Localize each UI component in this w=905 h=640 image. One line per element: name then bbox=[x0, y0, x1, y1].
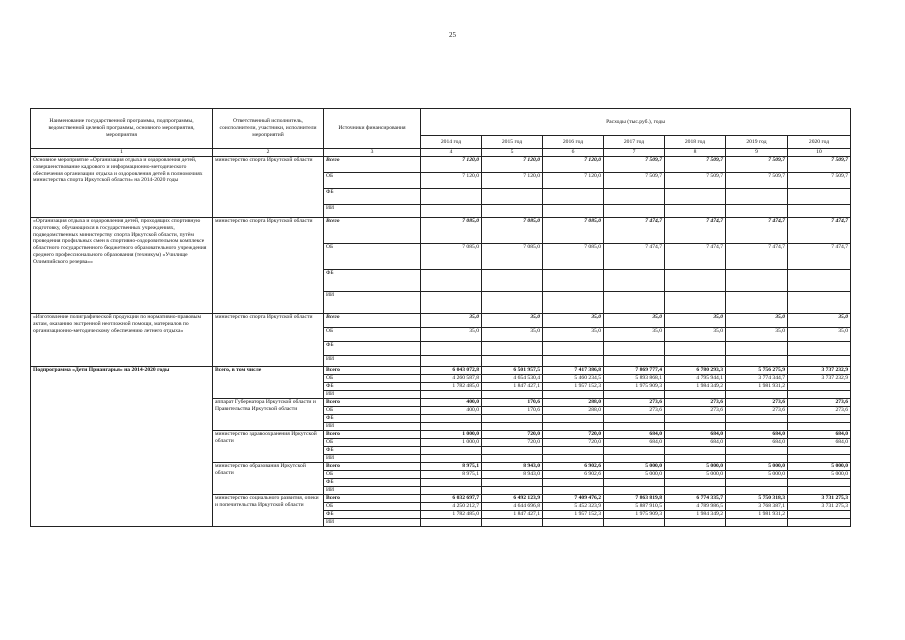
funding-source: ФБ bbox=[324, 414, 421, 422]
expense-value: 273,6 bbox=[604, 398, 665, 406]
expense-value bbox=[604, 189, 665, 205]
expense-value: 8 975,1 bbox=[421, 470, 482, 478]
expense-value: 7 474,7 bbox=[788, 218, 851, 244]
expense-value: 5 000,0 bbox=[604, 462, 665, 470]
funding-source: Всего bbox=[324, 367, 421, 375]
expense-value: 7 509,7 bbox=[604, 173, 665, 189]
expense-value: 170,6 bbox=[482, 398, 543, 406]
header-year: 2015 год bbox=[482, 136, 543, 149]
executor-name: Всего, в том числе bbox=[213, 367, 324, 399]
funding-source: ОБ bbox=[324, 328, 421, 342]
expense-value bbox=[788, 356, 851, 367]
expense-value: 6 780 293,3 bbox=[665, 367, 726, 375]
expense-value bbox=[543, 518, 604, 526]
expense-value: 7 120,0 bbox=[482, 173, 543, 189]
expense-value bbox=[543, 356, 604, 367]
funding-source: Всего bbox=[324, 157, 421, 173]
expense-value: 7 509,7 bbox=[665, 173, 726, 189]
expense-value: 4 644 696,8 bbox=[482, 502, 543, 510]
expense-value: 35,0 bbox=[482, 328, 543, 342]
expense-value bbox=[726, 270, 788, 292]
expense-value: 170,6 bbox=[482, 406, 543, 414]
table-row bbox=[31, 218, 851, 244]
expense-value bbox=[421, 422, 482, 430]
funding-source: ОБ bbox=[324, 502, 421, 510]
expense-value: 8 943,0 bbox=[482, 462, 543, 470]
funding-source: ИИ bbox=[324, 356, 421, 367]
expense-value bbox=[726, 342, 788, 356]
expense-value bbox=[665, 356, 726, 367]
expense-value bbox=[726, 446, 788, 454]
expense-value: 35,0 bbox=[604, 328, 665, 342]
expense-value: 7 120,0 bbox=[421, 173, 482, 189]
expense-value: 1 847 427,1 bbox=[482, 510, 543, 518]
expense-value bbox=[604, 270, 665, 292]
funding-source: ОБ bbox=[324, 173, 421, 189]
funding-source: ФБ bbox=[324, 342, 421, 356]
executor-name: министерство образования Иркутской области bbox=[213, 462, 324, 494]
expense-value bbox=[665, 292, 726, 314]
expense-value: 273,6 bbox=[604, 406, 665, 414]
expense-value: 7 085,0 bbox=[482, 244, 543, 270]
expense-value: 35,0 bbox=[604, 314, 665, 328]
expense-value bbox=[604, 205, 665, 218]
header-year: 2017 год bbox=[604, 136, 665, 149]
expense-value bbox=[726, 454, 788, 462]
expense-value bbox=[482, 356, 543, 367]
executor-name: министерство здравоохранения Иркутской области bbox=[213, 430, 324, 462]
executor-name: министерство спорта Иркутской области bbox=[213, 314, 324, 367]
expense-value bbox=[482, 454, 543, 462]
expense-value: 5 750 318,3 bbox=[726, 494, 788, 502]
expense-value: 3 737 232,9 bbox=[788, 367, 851, 375]
expense-value: 5 756 275,9 bbox=[726, 367, 788, 375]
expense-value: 7 417 386,8 bbox=[543, 367, 604, 375]
expense-value: 1 782 485,0 bbox=[421, 383, 482, 391]
expense-value bbox=[726, 478, 788, 486]
expense-value: 7 085,0 bbox=[543, 244, 604, 270]
expense-value bbox=[604, 518, 665, 526]
expense-value bbox=[726, 391, 788, 399]
expense-value: 7 085,0 bbox=[421, 244, 482, 270]
header-source: Источники финансирования bbox=[324, 109, 421, 149]
expense-value: 7 120,0 bbox=[543, 157, 604, 173]
expense-value: 5 000,0 bbox=[665, 462, 726, 470]
expense-value bbox=[665, 342, 726, 356]
expense-value: 6 774 335,7 bbox=[665, 494, 726, 502]
column-number: 7 bbox=[604, 149, 665, 157]
expense-value: 7 509,7 bbox=[726, 173, 788, 189]
expense-value bbox=[482, 270, 543, 292]
expense-value: 1 981 931,2 bbox=[726, 510, 788, 518]
expense-value bbox=[788, 205, 851, 218]
expense-value: 7 474,7 bbox=[788, 244, 851, 270]
expense-value: 7 474,7 bbox=[726, 244, 788, 270]
expense-value: 6 492 123,9 bbox=[482, 494, 543, 502]
expense-value: 5 000,0 bbox=[665, 470, 726, 478]
expense-value bbox=[421, 391, 482, 399]
expense-value bbox=[604, 414, 665, 422]
expense-value bbox=[604, 391, 665, 399]
funding-source: Всего bbox=[324, 218, 421, 244]
expense-value bbox=[788, 446, 851, 454]
column-number: 2 bbox=[213, 149, 324, 157]
expense-value: 273,6 bbox=[788, 406, 851, 414]
expense-value: 3 731 275,3 bbox=[788, 494, 851, 502]
expense-value: 684,0 bbox=[788, 438, 851, 446]
expense-value: 7 509,7 bbox=[788, 157, 851, 173]
expense-value bbox=[788, 478, 851, 486]
expense-value bbox=[543, 486, 604, 494]
expense-value: 35,0 bbox=[665, 328, 726, 342]
expense-value bbox=[788, 189, 851, 205]
expense-value: 3 737 232,9 bbox=[788, 375, 851, 383]
table-row bbox=[31, 367, 851, 375]
expense-value bbox=[604, 292, 665, 314]
expense-value bbox=[482, 205, 543, 218]
expense-value: 6 902,6 bbox=[543, 462, 604, 470]
expense-value: 1 975 909,3 bbox=[604, 383, 665, 391]
page-number: 25 bbox=[449, 31, 456, 39]
header-year: 2018 год bbox=[665, 136, 726, 149]
expense-value: 1 000,0 bbox=[421, 438, 482, 446]
expense-value bbox=[421, 205, 482, 218]
expense-value bbox=[421, 454, 482, 462]
expense-value: 7 409 476,2 bbox=[543, 494, 604, 502]
header-executor: Ответственный исполнитель, соисполнители, участники, исполнители мероприятий bbox=[213, 109, 324, 149]
table-row bbox=[31, 314, 851, 328]
executor-name: министерство спорта Иркутской области bbox=[213, 218, 324, 314]
expense-value bbox=[543, 446, 604, 454]
expense-value bbox=[788, 414, 851, 422]
expense-value: 684,0 bbox=[726, 430, 788, 438]
expense-value bbox=[665, 422, 726, 430]
expense-value: 35,0 bbox=[543, 314, 604, 328]
expense-value bbox=[665, 478, 726, 486]
funding-source: ИИ bbox=[324, 205, 421, 218]
expense-value: 288,0 bbox=[543, 406, 604, 414]
expense-value: 7 120,0 bbox=[482, 157, 543, 173]
expense-value bbox=[726, 205, 788, 218]
expense-value: 3 768 387,1 bbox=[726, 502, 788, 510]
expense-value bbox=[543, 478, 604, 486]
funding-source: ФБ bbox=[324, 478, 421, 486]
expense-value: 1 975 909,3 bbox=[604, 510, 665, 518]
header-year: 2016 год bbox=[543, 136, 604, 149]
expense-value bbox=[421, 486, 482, 494]
column-number: 10 bbox=[788, 149, 851, 157]
expense-value: 273,6 bbox=[788, 398, 851, 406]
expense-value: 7 863 819,8 bbox=[604, 494, 665, 502]
expense-value: 35,0 bbox=[421, 314, 482, 328]
funding-source: ФБ bbox=[324, 383, 421, 391]
expense-value bbox=[665, 454, 726, 462]
expense-value: 684,0 bbox=[665, 438, 726, 446]
expense-value: 35,0 bbox=[788, 314, 851, 328]
expense-value bbox=[665, 446, 726, 454]
executor-name: министерство социального развития, опеки и попечительства Иркутской области bbox=[213, 494, 324, 526]
expense-value: 4 250 212,7 bbox=[421, 502, 482, 510]
funding-source: Всего bbox=[324, 430, 421, 438]
expense-value bbox=[788, 270, 851, 292]
expense-value bbox=[788, 342, 851, 356]
expense-value bbox=[421, 446, 482, 454]
funding-source: ИИ bbox=[324, 486, 421, 494]
funding-source: Всего bbox=[324, 462, 421, 470]
expense-value bbox=[543, 454, 604, 462]
expense-value bbox=[421, 270, 482, 292]
expense-value: 1 984 349,2 bbox=[665, 383, 726, 391]
expense-value: 7 120,0 bbox=[543, 173, 604, 189]
expense-value bbox=[788, 383, 851, 391]
expense-value bbox=[726, 356, 788, 367]
expense-value: 5 000,0 bbox=[788, 470, 851, 478]
budget-table bbox=[30, 108, 851, 527]
expense-value: 5 000,0 bbox=[726, 470, 788, 478]
expense-value: 1 981 931,2 bbox=[726, 383, 788, 391]
expense-value bbox=[665, 486, 726, 494]
column-number: 9 bbox=[726, 149, 788, 157]
expense-value bbox=[482, 478, 543, 486]
column-number: 8 bbox=[665, 149, 726, 157]
expense-value bbox=[543, 270, 604, 292]
expense-value bbox=[421, 292, 482, 314]
expense-value bbox=[604, 454, 665, 462]
expense-value bbox=[604, 446, 665, 454]
funding-source: ФБ bbox=[324, 510, 421, 518]
header-year: 2020 год bbox=[788, 136, 851, 149]
expense-value: 720,0 bbox=[482, 438, 543, 446]
program-name: «Изготовление полиграфической продукции по нормативно-правовым актам, оказанию экстренной неотложной помощи, материалов по организационно-методическому обеспечению летнего отдыха» bbox=[31, 314, 213, 367]
expense-value: 6 043 072,8 bbox=[421, 367, 482, 375]
expense-value: 7 509,7 bbox=[665, 157, 726, 173]
expense-value bbox=[604, 486, 665, 494]
expense-value bbox=[604, 356, 665, 367]
expense-value: 6 902,6 bbox=[543, 470, 604, 478]
program-name: Подпрограмма «Дети Приангарья» на 2014-2020 годы bbox=[31, 367, 213, 527]
expense-value: 720,0 bbox=[543, 438, 604, 446]
expense-value: 5 000,0 bbox=[604, 470, 665, 478]
executor-name: министерство спорта Иркутской области bbox=[213, 157, 324, 218]
expense-value: 35,0 bbox=[726, 314, 788, 328]
expense-value bbox=[788, 391, 851, 399]
column-number: 6 bbox=[543, 149, 604, 157]
header-name: Наименование государственной программы, подпрограммы, ведомственной целевой программы, основного мероприятия, мероприятия bbox=[31, 109, 213, 149]
expense-value: 8 975,1 bbox=[421, 462, 482, 470]
expense-value: 7 474,7 bbox=[665, 244, 726, 270]
funding-source: ФБ bbox=[324, 270, 421, 292]
expense-value: 1 957 152,3 bbox=[543, 510, 604, 518]
funding-source: ИИ bbox=[324, 422, 421, 430]
expense-value: 3 731 275,3 bbox=[788, 502, 851, 510]
expense-value: 684,0 bbox=[604, 430, 665, 438]
expense-value bbox=[788, 486, 851, 494]
expense-value: 1 984 349,2 bbox=[665, 510, 726, 518]
expense-value bbox=[726, 292, 788, 314]
expense-value: 7 869 777,4 bbox=[604, 367, 665, 375]
funding-source: Всего bbox=[324, 314, 421, 328]
expense-value bbox=[482, 391, 543, 399]
expense-value bbox=[665, 391, 726, 399]
expense-value: 288,0 bbox=[543, 398, 604, 406]
expense-value bbox=[543, 205, 604, 218]
executor-name: аппарат Губернатора Иркутской области и Правительства Иркутской области bbox=[213, 398, 324, 430]
expense-value: 4 654 530,4 bbox=[482, 375, 543, 383]
expense-value: 7 474,7 bbox=[665, 218, 726, 244]
expense-value: 1 957 152,3 bbox=[543, 383, 604, 391]
column-number: 1 bbox=[31, 149, 213, 157]
funding-source: ИИ bbox=[324, 292, 421, 314]
expense-value: 5 893 868,1 bbox=[604, 375, 665, 383]
table-row bbox=[31, 157, 851, 173]
expense-value: 273,6 bbox=[726, 398, 788, 406]
expense-value bbox=[543, 414, 604, 422]
expense-value bbox=[726, 518, 788, 526]
column-number: 3 bbox=[324, 149, 421, 157]
program-name: Основное мероприятие «Организация отдыха и оздоровления детей, совершенствование кадрового и информационно-методического обеспечения организации отдыха и оздоровления детей в полномочиях министерства спорта Иркутской области» на 2014-2020 годы bbox=[31, 157, 213, 218]
expense-value: 6 032 697,7 bbox=[421, 494, 482, 502]
column-number: 5 bbox=[482, 149, 543, 157]
expense-value bbox=[665, 205, 726, 218]
expense-value: 273,6 bbox=[665, 398, 726, 406]
expense-value: 1 000,0 bbox=[421, 430, 482, 438]
expense-value bbox=[482, 189, 543, 205]
expense-value: 4 789 986,5 bbox=[665, 502, 726, 510]
expense-value: 7 474,7 bbox=[604, 244, 665, 270]
expense-value bbox=[788, 518, 851, 526]
expense-value bbox=[482, 446, 543, 454]
expense-value: 8 943,0 bbox=[482, 470, 543, 478]
funding-source: ОБ bbox=[324, 438, 421, 446]
expense-value: 684,0 bbox=[604, 438, 665, 446]
funding-source: ФБ bbox=[324, 446, 421, 454]
expense-value bbox=[543, 189, 604, 205]
funding-source: ИИ bbox=[324, 518, 421, 526]
header-year: 2019 год bbox=[726, 136, 788, 149]
expense-value: 7 085,0 bbox=[482, 218, 543, 244]
expense-value: 35,0 bbox=[665, 314, 726, 328]
expense-value: 400,0 bbox=[421, 406, 482, 414]
expense-value: 5 887 910,5 bbox=[604, 502, 665, 510]
expense-value bbox=[543, 292, 604, 314]
expense-value bbox=[726, 422, 788, 430]
program-name: «Организация отдыха и оздоровления детей, проходящих спортивную подготовку, обучающихся в государственных учреждениях, подведомственных министерству спорта Иркутской области, путём проведения профильных смен в спортивно-оздоровительном комплексе областного государственного бюджетного образовательного учреждения среднего профессионального образования (техникум) «Училище Олимпийского резерва»» bbox=[31, 218, 213, 314]
expense-value bbox=[788, 454, 851, 462]
expense-value: 35,0 bbox=[726, 328, 788, 342]
expense-value bbox=[421, 356, 482, 367]
expense-value: 684,0 bbox=[726, 438, 788, 446]
funding-source: ОБ bbox=[324, 244, 421, 270]
expense-value bbox=[421, 478, 482, 486]
expense-value bbox=[421, 342, 482, 356]
column-number: 4 bbox=[421, 149, 482, 157]
expense-value bbox=[726, 189, 788, 205]
expense-value bbox=[604, 478, 665, 486]
expense-value bbox=[665, 189, 726, 205]
expense-value bbox=[543, 342, 604, 356]
funding-source: ОБ bbox=[324, 406, 421, 414]
expense-value: 35,0 bbox=[788, 328, 851, 342]
expense-value bbox=[421, 189, 482, 205]
header-year: 2014 год bbox=[421, 136, 482, 149]
expense-value: 6 501 957,5 bbox=[482, 367, 543, 375]
expense-value: 7 474,7 bbox=[604, 218, 665, 244]
expense-value: 720,0 bbox=[482, 430, 543, 438]
expense-value: 4 795 944,1 bbox=[665, 375, 726, 383]
expense-value bbox=[604, 342, 665, 356]
expense-value: 7 509,7 bbox=[726, 157, 788, 173]
expense-value bbox=[665, 414, 726, 422]
funding-source: ОБ bbox=[324, 470, 421, 478]
expense-value: 684,0 bbox=[788, 430, 851, 438]
expense-value: 720,0 bbox=[543, 430, 604, 438]
expense-value bbox=[788, 510, 851, 518]
expense-value: 5 460 234,5 bbox=[543, 375, 604, 383]
expense-value: 273,6 bbox=[665, 406, 726, 414]
expense-value bbox=[482, 486, 543, 494]
funding-source: ИИ bbox=[324, 454, 421, 462]
funding-source: Всего bbox=[324, 494, 421, 502]
expense-value bbox=[482, 414, 543, 422]
expense-value bbox=[665, 518, 726, 526]
expense-value: 400,0 bbox=[421, 398, 482, 406]
header-expenses: Расходы (тыс.руб.), годы bbox=[421, 109, 851, 136]
expense-value bbox=[482, 342, 543, 356]
expense-value: 5 000,0 bbox=[788, 462, 851, 470]
expense-value: 7 509,7 bbox=[604, 157, 665, 173]
expense-value: 1 782 485,0 bbox=[421, 510, 482, 518]
expense-value bbox=[788, 422, 851, 430]
funding-source: ОБ bbox=[324, 375, 421, 383]
expense-value: 5 000,0 bbox=[726, 462, 788, 470]
expense-value: 7 120,0 bbox=[421, 157, 482, 173]
expense-value: 5 452 323,9 bbox=[543, 502, 604, 510]
expense-value: 35,0 bbox=[543, 328, 604, 342]
expense-value bbox=[726, 486, 788, 494]
expense-value bbox=[421, 518, 482, 526]
expense-value: 273,6 bbox=[726, 406, 788, 414]
expense-value: 35,0 bbox=[421, 328, 482, 342]
funding-source: ИИ bbox=[324, 391, 421, 399]
expense-value: 1 847 427,1 bbox=[482, 383, 543, 391]
expense-value bbox=[543, 422, 604, 430]
expense-value: 3 774 344,7 bbox=[726, 375, 788, 383]
expense-value bbox=[726, 414, 788, 422]
expense-value bbox=[543, 391, 604, 399]
expense-value bbox=[604, 422, 665, 430]
expense-value bbox=[665, 270, 726, 292]
expense-value: 7 474,7 bbox=[726, 218, 788, 244]
expense-value: 35,0 bbox=[482, 314, 543, 328]
funding-source: Всего bbox=[324, 398, 421, 406]
expense-value: 684,0 bbox=[665, 430, 726, 438]
expense-value: 4 260 587,8 bbox=[421, 375, 482, 383]
funding-source: ФБ bbox=[324, 189, 421, 205]
expense-value bbox=[482, 422, 543, 430]
expense-value bbox=[482, 518, 543, 526]
expense-value bbox=[482, 292, 543, 314]
expense-value bbox=[788, 292, 851, 314]
expense-value: 7 085,0 bbox=[421, 218, 482, 244]
expense-value: 7 509,7 bbox=[788, 173, 851, 189]
expense-value: 7 085,0 bbox=[543, 218, 604, 244]
expense-value bbox=[421, 414, 482, 422]
